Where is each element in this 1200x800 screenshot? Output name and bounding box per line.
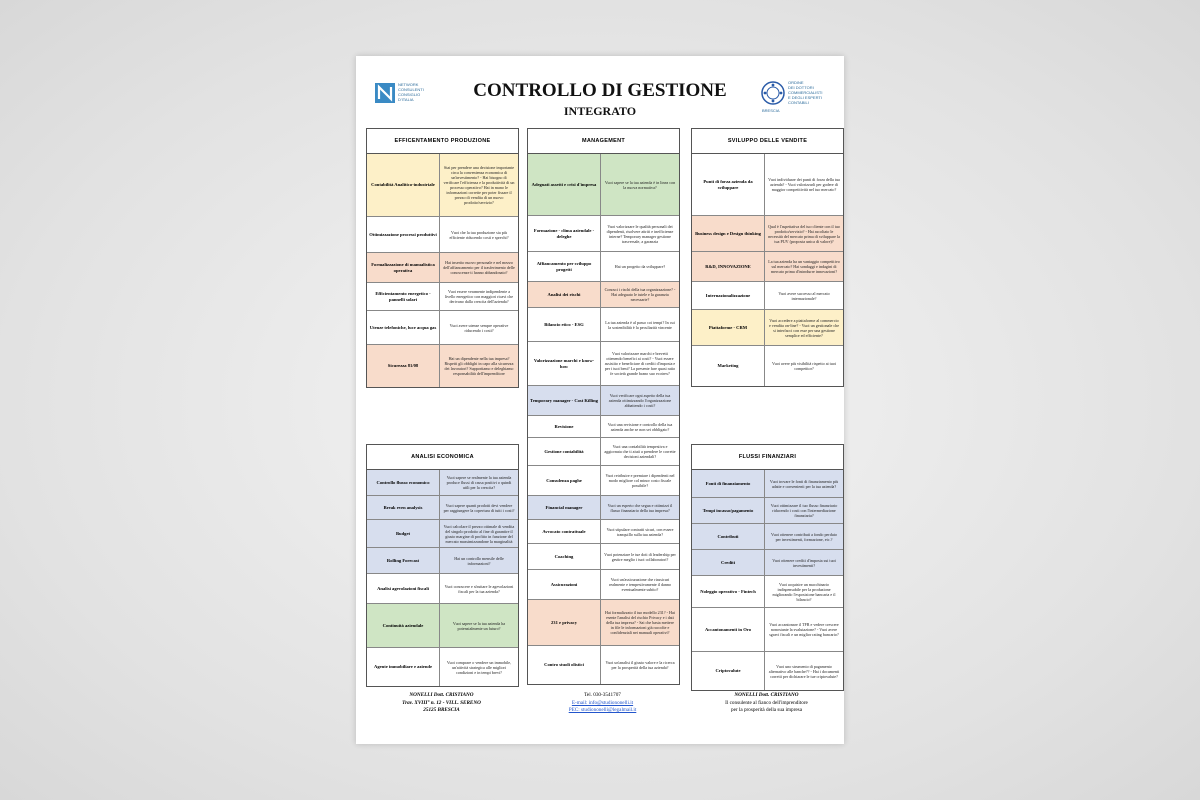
section-sviluppo — [691, 128, 844, 387]
row-label: Affiancamento per sviluppo progetti — [528, 252, 601, 281]
footer-street: Trav. XVIII° n. 12 - VILL. SERENO — [402, 699, 481, 706]
row-question: Vuoi sapere se la tua azienda ha potenzialmente un futuro? — [452, 620, 506, 631]
section-title: EFFICENTAMENTO PRODUZIONE — [367, 129, 518, 154]
row-label: Crediti — [692, 550, 765, 575]
table-row — [367, 154, 518, 217]
table-row — [528, 282, 679, 308]
row-label: Internazionalizzazione — [692, 282, 765, 309]
logo-right-line: DEI DOTTORI — [788, 85, 814, 90]
row-question: Conosci i rischi della tua organizzazione? - Hai adeguato le tutele e la garanzia necessarie? — [604, 287, 676, 302]
row-label: Revisione — [528, 416, 601, 437]
row-question: Vuoi essere veramente indipendente a livello energetico con maggiori ricavi che derivano dalla crescita dell'azienda? — [444, 289, 514, 304]
table-row — [367, 283, 518, 311]
logo-left-line: D'ITALIA — [398, 97, 414, 102]
table-row — [367, 217, 518, 253]
table-row — [528, 252, 679, 282]
table-row — [528, 416, 679, 438]
row-question: Vuoi un esperto che segua e ottimizzi il flusso finanziario della tua impresa? — [607, 502, 673, 513]
page-subtitle: INTEGRATO — [563, 104, 637, 118]
row-label: Controllo flusso economico — [367, 470, 440, 495]
row-question: Vuoi potenziare le tue doti di leadership per gestire meglio i tuoi collaboratori? — [604, 551, 676, 562]
table-row — [692, 310, 843, 346]
logo-right-city: BRESCIA — [762, 108, 780, 113]
table-row — [528, 342, 679, 386]
table-row — [692, 470, 843, 498]
row-label: Bilancio etico - ESG — [528, 308, 601, 341]
section-title: SVILUPPO DELLE VENDITE — [692, 129, 843, 154]
row-question: Vuoi verificare ogni aspetto della tua azienda ottimizzando l'organizzazione abbattendo i costi? — [608, 393, 672, 408]
table-row — [528, 466, 679, 496]
row-label: Financial manager — [528, 496, 601, 519]
table-row — [367, 345, 518, 387]
table-row — [528, 600, 679, 646]
row-question: Vuoi retribuire e premiare i dipendenti nel modo migliore col minor costo fiscale possibile? — [605, 473, 675, 488]
row-question: Vuoi valorizzare le qualità personali dei dipendenti, risolvere attriti e inefficienze interne? Temporary manager gestione trasversale, a garanzia — [606, 223, 674, 244]
table-row — [367, 520, 518, 548]
row-label: Gestione contabilità — [528, 438, 601, 465]
table-row — [528, 386, 679, 416]
section-analisi — [366, 444, 519, 687]
document-page — [356, 56, 844, 744]
row-label: Contributi — [692, 524, 765, 549]
logo-left-line: NETWORK — [398, 82, 419, 87]
row-label: Business design e Design thinking — [692, 216, 765, 251]
ordine-logo — [760, 80, 830, 120]
table-row — [692, 550, 843, 576]
table-row — [692, 498, 843, 524]
row-question: Vuoi trovare le fonti di finanziamento più adatte e convenienti per la tua azienda? — [769, 478, 839, 489]
row-label: Ottimizzazione processi produttivi — [367, 217, 440, 252]
footer-address — [366, 692, 517, 715]
section-title: MANAGEMENT — [528, 129, 679, 154]
footer-phone: Tel. 030-3541707 — [584, 692, 621, 698]
footer-email-link[interactable]: E-mail: info@studiononelli.it — [571, 699, 634, 706]
table-row — [692, 282, 843, 310]
row-label: R&D, INNOVAZIONE — [692, 252, 765, 281]
footer-name: NONELLI Dott. CRISTIANO — [409, 692, 474, 698]
row-label: Rolling Forecast — [367, 548, 440, 573]
row-label: Budget — [367, 520, 440, 547]
table-row — [367, 496, 518, 520]
logo-left-line: CONSULENTI — [398, 87, 424, 92]
footer-tagline-line: Il consulente al fianco dell'imprenditore — [725, 699, 808, 706]
table-row — [528, 308, 679, 342]
row-label: Assicurazioni — [528, 570, 601, 599]
table-row — [692, 608, 843, 652]
row-label: Break even analysis — [367, 496, 440, 519]
table-row — [692, 524, 843, 550]
row-label: Agente immobiliare e aziende — [367, 648, 440, 686]
row-question: La tua azienda ha un vantaggio competitivo sul mercato? Hai sondaggi e indagini di mercato prima d'introdurre innovazioni? — [768, 259, 840, 274]
row-label: Continuità aziendale — [367, 604, 440, 647]
logo-right-line: ORDINE — [788, 80, 804, 85]
row-label: Marketing — [692, 346, 765, 386]
row-label: Piattaforme - CRM — [692, 310, 765, 345]
row-label: Tempi incasso/pagamento — [692, 498, 765, 523]
row-question: Vuoi calcolare il prezzo ottimale di vendita del singolo prodotto al fine di garantire il giusto margine di profitto in funzione del mercato massimizzandone la marginalità — [443, 523, 515, 544]
row-question: Hai un dipendente nella tua impresa? Rispetti gli obblighi in capo alla sicurezza dei lavoratori? Supportiamo e deleghiamo responsabilità dell'imprenditore — [444, 356, 514, 376]
footer-contacts — [527, 692, 678, 715]
table-row — [528, 216, 679, 252]
row-label: Analisi dei rischi — [528, 282, 601, 307]
row-question: Vuoi una contabilità tempestiva e aggiornata che ti aiuti a prendere le corrette decisioni aziendali? — [604, 444, 676, 459]
row-question: Vuoi stipulare contratti sicuri, con essere tranquillo sulla tua azienda? — [606, 526, 674, 537]
table-row — [692, 154, 843, 216]
row-question: Vuoi ottenere crediti d'imposta sui tuoi investimenti? — [772, 557, 836, 568]
row-question: Stai per prendere una decisione importante circa la convenienza economica di un'investimento? - Hai bisogno di verificare l'efficienza e la produttività di un processo operativo? Hai in mano le informazioni corrette per poter fissare il prezzo di vendita di un nuovo prodotto/servizio? — [443, 165, 515, 205]
row-label: Sicurezza 81/08 — [367, 345, 440, 387]
row-question: Vuoi che la tua produzione sia più efficiente riducendo costi e sprechi? — [449, 229, 509, 240]
section-efficientamento — [366, 128, 519, 388]
table-row — [367, 574, 518, 604]
row-question: Vuoi avere utenze sempre operative riducendo i costi? — [449, 322, 509, 333]
row-label: Avvocato contrattuale — [528, 520, 601, 543]
row-question: Vuoi ottimizzare il tuo flusso finanziario riducendo i costi con l'intermediazione finanziaria? — [770, 503, 838, 518]
row-question: Vuoi acquisire un macchinario indispensabile per la produzione migliorando l'esposizione bancaria e il bilancio? — [772, 581, 836, 602]
logo-left-line: CONSIGLIO — [398, 92, 421, 97]
table-row — [367, 604, 518, 648]
row-label: Formazione - clima aziendale - deleghe — [528, 216, 601, 251]
table-row — [692, 652, 843, 690]
row-question: Hai un controllo mensile delle informazioni? — [454, 555, 504, 566]
table-row — [692, 216, 843, 252]
row-label: Valorizzazione marchi e know-how — [528, 342, 601, 385]
row-label: Accantonamenti in Oro — [692, 608, 765, 651]
footer-tagline — [691, 692, 842, 715]
table-row — [692, 346, 843, 386]
row-label: Formalizzazione di manualistica operativa — [367, 253, 440, 282]
table-row — [367, 548, 518, 574]
row-question: Qual è l'aspettativa del tuo cliente con il tuo prodotto/servizio? - Hai ascoltato le necessità del mercato prima di sviluppare la tua PUV (proposta unica di valore)? — [768, 223, 840, 244]
row-label: Punti di forza azienda da sviluppare — [692, 154, 765, 215]
page-title: CONTROLLO DI GESTIONE — [473, 80, 727, 101]
row-question: Vuoi sapere se la tua azienda è in linea con la nuova normativa? — [604, 179, 676, 190]
section-title: ANALISI ECONOMICA — [367, 445, 518, 470]
footer-tagline-line: per la prosperità della sua impresa — [730, 707, 802, 713]
section-flussi — [691, 444, 844, 691]
logo-right-line: E DEGLI ESPERTI — [788, 95, 822, 100]
row-question: Vuoi conoscere e sfruttare le agevolazioni fiscali per la tua azienda? — [444, 583, 514, 594]
row-label: Criptovalute — [692, 652, 765, 690]
row-question: Vuoi avere più visibilità rispetto ai tuoi competitor? — [771, 361, 837, 371]
table-row — [528, 438, 679, 466]
table-row — [692, 252, 843, 282]
section-management — [527, 128, 680, 685]
row-label: Contabilità Analitico-industriale — [367, 154, 440, 216]
row-label: Analisi agevolazioni fiscali — [367, 574, 440, 603]
row-question: Vuoi individuare dei punti di forza della tua azienda? - Vuoi valorizzarli per godere di maggior competitività nel tuo mercato? — [768, 177, 840, 192]
logo-right-line: COMMERCIALISTI — [788, 90, 823, 95]
row-label: Contro stuoli olistici — [528, 646, 601, 684]
row-question: Vuoi accedere a piattaforme al commercio e vendita on-line? - Vuoi un gestionale che si interfacci con esse per una gestione semplice ed efficiente? — [768, 317, 840, 338]
row-label: Efficientamento energetico - pannelli solari — [367, 283, 440, 310]
row-question: Vuoi uno strumento di pagamento alternativo alle banche?? - Hai i documenti corretti per dichiarare le tue criptovalute? — [768, 663, 840, 679]
row-label: Utenze telefoniche, luce acqua gas — [367, 311, 440, 344]
table-row — [528, 496, 679, 520]
row-question: Vuoi accantonare il TFR e vedere crescere nonostante la svalutazione? - Vuoi avere sgravi fiscali e un miglior rating bancario? — [769, 622, 839, 637]
footer-right-name: NONELLI Dott. CRISTIANO — [734, 692, 799, 698]
row-question: Vuoi un'analisi il giusto valore e la ricerca per la prosperità della tua azienda? — [605, 660, 675, 670]
row-label: Noleggio operativo - Fintech — [692, 576, 765, 607]
table-row — [528, 520, 679, 544]
ordine-seal-icon — [760, 80, 786, 106]
row-label: Coaching — [528, 544, 601, 569]
table-row — [367, 470, 518, 496]
table-row — [528, 154, 679, 216]
row-question: La tua azienda è al passo coi tempi? In cui la sostenibilità è la peculiarità vincente — [605, 319, 675, 330]
row-question: Hai inserito nuovo personale e nel mezzo dell'affiancamento per il trasferimento delle conoscenze ti hanno abbandonato? — [443, 260, 515, 275]
row-label: 231 e privacy — [528, 600, 601, 645]
row-question: Vuoi un'assicurazione che riassicuri realmente e tempestivamente il danno eventualmente subito? — [608, 577, 672, 592]
table-row — [692, 576, 843, 608]
row-question: Vuoi sapere quanti prodotti devi vendere per raggiungere la copertura di tutti i costi? — [443, 502, 515, 513]
row-question: Vuoi una revisione e controllo della tua azienda anche se non sei obbligato? — [607, 421, 673, 432]
row-question: Hai un progetto da sviluppare? — [614, 264, 666, 269]
row-question: Vuoi sapere se realmente la tua azienda produce flussi di cassa positivi o quindi utili per la crescita? — [446, 475, 512, 490]
row-question: Vuoi avere successo al mercato internazionale? — [778, 290, 830, 301]
table-row — [367, 311, 518, 345]
footer-city: 25125 BRESCIA — [423, 707, 460, 713]
row-label: Consulenza paghe — [528, 466, 601, 495]
row-label: Temporary manager - Cost Killing — [528, 386, 601, 415]
table-row — [528, 646, 679, 684]
footer-pec-link[interactable]: PEC: studiononelli@legalmail.it — [568, 707, 637, 713]
section-title: FLUSSI FINANZIARI — [692, 445, 843, 470]
row-question: Hai formalizzato il tuo modello 231? - Hai esente l'analisi del rischio Privacy e i dati della tua impresa? - Sai che basta mettere in file le informazioni già raccolte e confidenziali nei manuali operativi? — [605, 610, 675, 635]
table-row — [367, 648, 518, 686]
logo-right-line: CONTABILI — [788, 100, 809, 105]
row-label: Fonti di finanziamento — [692, 470, 765, 497]
table-row — [528, 570, 679, 600]
row-label: Adeguati assetti e crisi d'impresa — [528, 154, 601, 215]
table-row — [528, 544, 679, 570]
table-row — [367, 253, 518, 283]
row-question: Vuoi ottenere contributi a fondo perduto per investimenti, formazione, etc.? — [770, 531, 838, 542]
row-question: Vuoi comprare o vendere un immobile, un'attività strategica alle migliori condizioni e in tempi brevi? — [446, 659, 512, 675]
row-question: Vuoi valorizzare marchi e brevetti ottenendo benefici ai costi? - Vuoi essere assistito e beneficiare di crediti d'imposta e per i tuoi beni? La presente fare quasi ratio fe società grande brano suo ecotrex? — [604, 351, 676, 376]
